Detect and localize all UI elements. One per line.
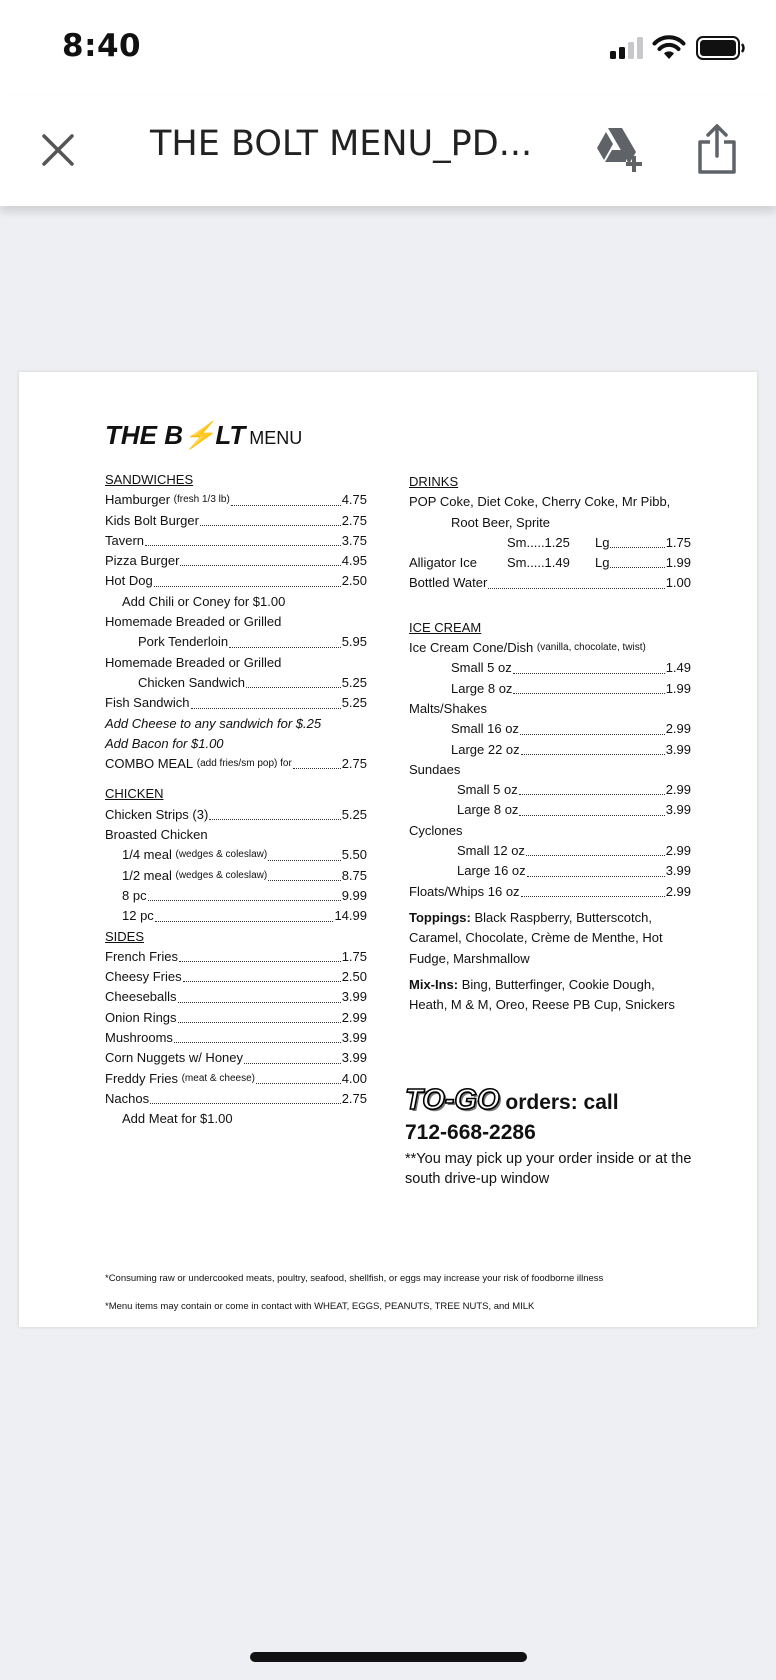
home-indicator[interactable]	[250, 1652, 527, 1662]
menu-item: Nachos 2.75	[105, 1090, 367, 1106]
menu-item-line: Cyclones	[409, 822, 463, 838]
menu-item: Floats/Whips 16 oz 2.99	[409, 883, 691, 899]
menu-item: 1/2 meal (wedges & coleslaw) 8.75	[122, 867, 367, 883]
menu-item: 12 pc 14.99	[122, 908, 367, 924]
document-title: THE BOLT MENU_PD...	[150, 124, 533, 164]
menu-item: Small 16 oz 2.99	[451, 721, 691, 737]
menu-item: Pizza Burger 4.95	[105, 553, 367, 569]
right-menu-column	[409, 472, 691, 1015]
menu-item: Large 8 oz 3.99	[457, 802, 691, 818]
menu-note: Add Meat for $1.00	[122, 1111, 233, 1127]
share-icon[interactable]	[696, 122, 738, 176]
footnote-allergens: *Menu items may contain or come in contact with WHEAT, EGGS, PEANUTS, TREE NUTS, and MILK	[105, 1301, 535, 1312]
menu-item: Hot Dog 2.50	[105, 573, 367, 589]
drinks-heading: DRINKS	[409, 474, 459, 489]
status-bar	[0, 0, 776, 96]
menu-item: Hamburger (fresh 1/3 lb) 4.75	[105, 492, 367, 508]
menu-item: Chicken Sandwich 5.25	[138, 674, 367, 690]
menu-note: Add Bacon for $1.00	[105, 735, 224, 751]
menu-title-main: THE B⚡LT	[105, 420, 246, 450]
document-page[interactable]	[19, 372, 757, 1327]
menu-item: Mushrooms 3.99	[105, 1030, 367, 1046]
sides-heading: SIDES	[105, 928, 145, 944]
togo-section	[405, 1084, 705, 1189]
status-time: 8:40	[62, 28, 142, 64]
menu-item: Small 12 oz 2.99	[457, 843, 691, 859]
menu-item-line: Broasted Chicken	[105, 827, 208, 843]
menu-item: COMBO MEAL (add fries/sm pop) for 2.75	[105, 756, 367, 772]
menu-item: 1/4 meal (wedges & coleslaw) 5.50	[122, 847, 367, 863]
chicken-heading: CHICKEN	[105, 786, 164, 802]
menu-item: Pork Tenderloin 5.95	[138, 634, 367, 650]
viewer-title-bar	[0, 96, 776, 206]
menu-item: Bottled Water 1.00	[409, 575, 691, 591]
menu-item: French Fries 1.75	[105, 948, 367, 964]
menu-item: Chicken Strips (3) 5.25	[105, 806, 367, 822]
footnote-allergy-raw: *Consuming raw or undercooked meats, poultry, seafood, shellfish, or eggs may increase your risk of foodborne illness	[105, 1273, 604, 1284]
left-menu-column	[105, 470, 367, 1130]
menu-item: Cheesy Fries 2.50	[105, 969, 367, 985]
menu-item-line: POP Coke, Diet Coke, Cherry Coke, Mr Pibb,	[409, 494, 671, 510]
menu-item: Onion Rings 2.99	[105, 1009, 367, 1025]
menu-item: Sm.....1.25 Lg 1.75	[507, 534, 691, 550]
menu-item: Fish Sandwich 5.25	[105, 695, 367, 711]
menu-item: Large 22 oz 3.99	[451, 741, 691, 757]
menu-title	[105, 420, 302, 451]
menu-item-line: Homemade Breaded or Grilled	[105, 614, 282, 630]
menu-item: Cheeseballs 3.99	[105, 989, 367, 1005]
menu-item-line: Ice Cream Cone/Dish (vanilla, chocolate, twist)	[409, 640, 646, 656]
menu-item-line: Root Beer, Sprite	[451, 514, 550, 530]
menu-item: Corn Nuggets w/ Honey 3.99	[105, 1050, 367, 1066]
battery-icon	[696, 36, 746, 60]
menu-item-line: Sundaes	[409, 761, 461, 777]
menu-note: Add Cheese to any sandwich for $.25	[105, 715, 322, 731]
close-icon[interactable]	[38, 130, 78, 170]
menu-item: Small 5 oz 1.49	[451, 660, 691, 676]
menu-title-sub: MENU	[249, 428, 303, 448]
wifi-icon	[652, 33, 686, 61]
togo-phone: 712-668-2286	[405, 1121, 536, 1144]
togo-heading: TO-GO	[405, 1084, 500, 1116]
menu-item: Tavern 3.75	[105, 532, 367, 548]
menu-item: 8 pc 9.99	[122, 887, 367, 903]
menu-item: Alligator Ice Sm.....1.49 Lg 1.99	[409, 555, 691, 571]
menu-item: Small 5 oz 2.99	[457, 782, 691, 798]
toppings-text: Toppings: Black Raspberry, Butterscotch, Caramel, Chocolate, Crème de Menthe, Hot Fudge, Marshmallow	[409, 909, 663, 966]
menu-item-line: Homemade Breaded or Grilled	[105, 654, 282, 670]
menu-item: Large 16 oz 3.99	[457, 863, 691, 879]
add-to-drive-icon[interactable]	[592, 124, 644, 174]
menu-item: Large 8 oz 1.99	[451, 680, 691, 696]
menu-note: Add Chili or Coney for $1.00	[122, 593, 286, 609]
ice-cream-heading: ICE CREAM	[409, 619, 482, 635]
togo-note: **You may pick up your order inside or at the south drive-up window	[405, 1151, 692, 1187]
menu-item: Kids Bolt Burger 2.75	[105, 512, 367, 528]
menu-item-line: Malts/Shakes	[409, 700, 488, 716]
mixins-text: Mix-Ins: Bing, Butterfinger, Cookie Dough, Heath, M & M, Oreo, Reese PB Cup, Snickers	[409, 976, 675, 1013]
cellular-signal-icon	[608, 36, 644, 60]
menu-item: Freddy Fries (meat & cheese) 4.00	[105, 1070, 367, 1086]
sandwiches-heading: SANDWICHES	[105, 472, 194, 487]
togo-orders-text: orders: call	[505, 1091, 619, 1114]
